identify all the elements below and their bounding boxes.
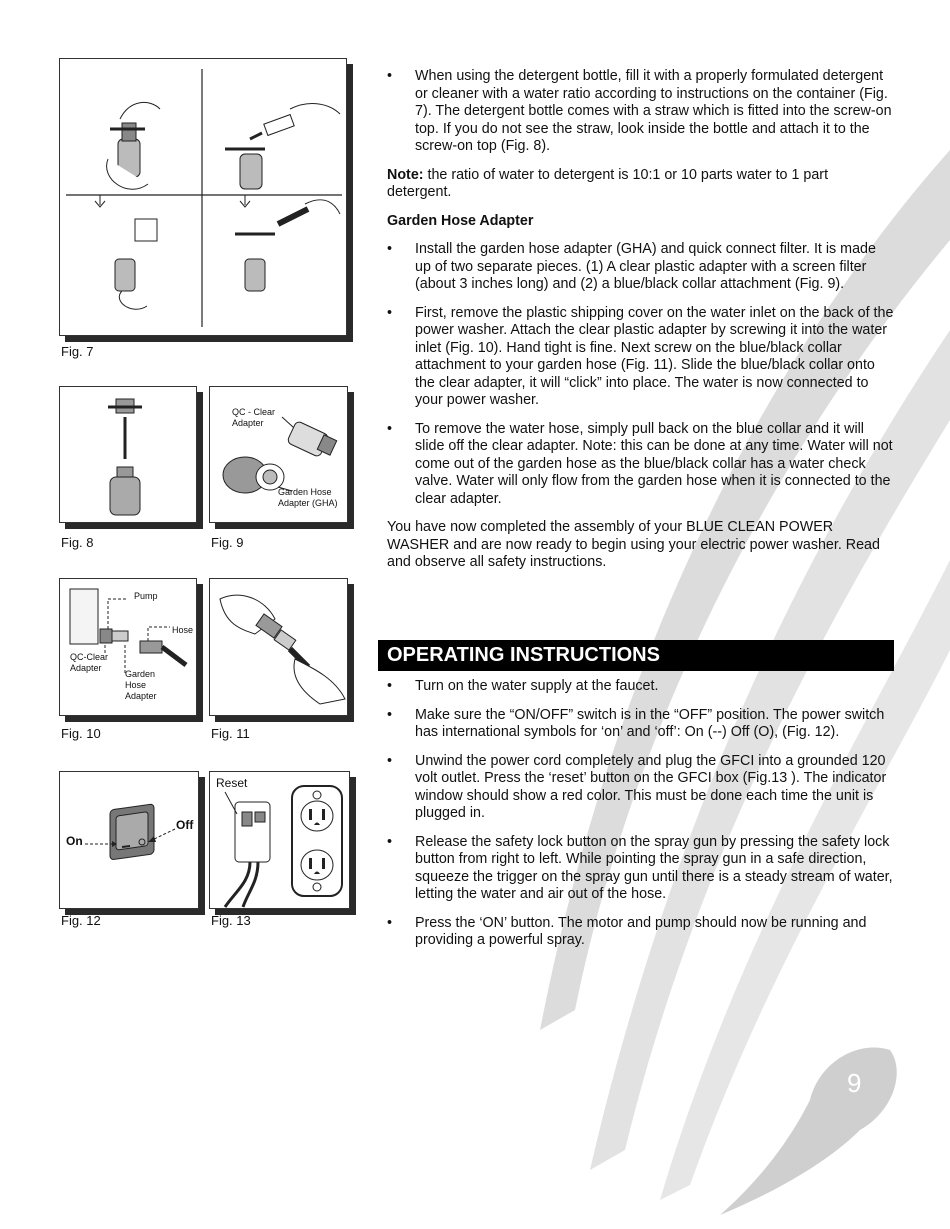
note-label: Note: [387, 166, 424, 183]
list-item: • Install the garden hose adapter (GHA) and quick connect filter. It is made up of two separate pieces. (1) A clear plastic adapter with a screen filter (about 3 inches long) and (2) a blue/black collar attachment (Fig. 9). [387, 241, 876, 292]
garden-hose-label: Garden Hose [278, 487, 332, 497]
detergent-bottle-steps-illustration [60, 59, 348, 337]
gfci-outlet-illustration [210, 772, 351, 910]
figure-9-caption: Fig. 9 [211, 535, 244, 550]
bottle-and-straw-illustration [60, 387, 198, 524]
figure-11-caption: Fig. 11 [211, 726, 250, 741]
section-heading: Garden Hose Adapter [387, 212, 534, 229]
figure-13 [209, 771, 350, 909]
figure-13-caption: Fig. 13 [211, 913, 251, 928]
closing-paragraph: You have now completed the assembly of your BLUE CLEAN POWER WASHER and are now ready to begin using your electric power washer. Read and observe all safety instructions. [387, 519, 880, 570]
hose-label-2: Hose [125, 680, 147, 690]
pump-label: Pump [134, 591, 158, 601]
adapter-label-2: Adapter [125, 691, 157, 701]
off-label: Off [176, 818, 194, 832]
figure-9 [209, 386, 348, 523]
figure-11 [209, 578, 348, 716]
figure-8-caption: Fig. 8 [61, 535, 94, 550]
note-paragraph: Note: the ratio of water to detergent is 10:1 or 10 parts water to 1 part detergent. [387, 166, 829, 200]
operating-instructions-heading: OPERATING INSTRUCTIONS [378, 640, 894, 671]
figure-8 [59, 386, 197, 523]
list-item: • To remove the water hose, simply pull back on the blue collar and it will slide off the clear adapter. Note: this can be done at any time. Water will not come out of the garden hose as the blue/black collar has a water check valve. Water will only flow from the garden hose when it is connected to the clear adapter. [387, 420, 893, 507]
assembly-instructions [387, 68, 894, 583]
figure-7 [59, 58, 347, 336]
list-item: • Press the ‘ON’ button. The motor and pump should now be running and providing a powerful spray. [387, 914, 867, 948]
list-item: • Turn on the water supply at the faucet. [387, 678, 659, 694]
hose-label: Hose [172, 625, 194, 635]
list-item: • Make sure the “ON/OFF” switch is in the “OFF” position. The power switch has international symbols for ‘on’ and ‘off’: On (--) Off (O), (Fig. 12). [387, 706, 885, 740]
figure-10-caption: Fig. 10 [61, 726, 101, 741]
figure-7-caption: Fig. 7 [61, 344, 94, 359]
figure-10 [59, 578, 197, 716]
adapter-label: Adapter [232, 418, 264, 428]
list-item: • When using the detergent bottle, fill it with a properly formulated detergent or cleaner with a water ratio according to instructions on the container (Fig. 7). The detergent bottle comes with a straw which is fitted into the screw-on top. If you do not see the straw, look inside the bottle and attach it to the screw-on top (Fig. 8). [387, 68, 892, 154]
operating-instructions-list [387, 678, 894, 961]
figure-12 [59, 771, 199, 909]
qc-clear-label: QC - Clear [232, 407, 276, 417]
page-number: 9 [847, 1068, 862, 1098]
list-item: • First, remove the plastic shipping cover on the water inlet on the back of the power washer. Attach the clear plastic adapter by screwing it into the water inlet (Fig. 10). Hand tight is fine. Next screw on the blue/black collar attachment to your garden hose (Fig. 11). Slide the blue/black collar onto the clear adapter, it will “click” into place. The water is now connected to your power washer. [387, 304, 894, 408]
list-item: • Release the safety lock button on the spray gun by pressing the safety lock button from right to left. While pointing the spray gun in a safe direction, squeeze the trigger on the spray gun until there is a steady stream of water, letting the water and air out of the hose. [387, 833, 893, 902]
hands-connecting-hose-illustration [210, 579, 349, 717]
qc-clear-label: QC-Clear [70, 652, 109, 662]
gha-label: Adapter (GHA) [278, 498, 338, 508]
adapter-label: Adapter [70, 663, 102, 673]
list-item: • Unwind the power cord completely and plug the GFCI into a grounded 120 volt outlet. Press the ‘reset’ button on the GFCI box (Fig.13 ). The indicator window should show a red color. This must be done each time the unit is plugged in. [387, 752, 887, 821]
figure-12-caption: Fig. 12 [61, 913, 101, 928]
reset-label: Reset [216, 776, 248, 790]
garden-label: Garden [125, 669, 156, 679]
on-label: On [66, 834, 83, 848]
